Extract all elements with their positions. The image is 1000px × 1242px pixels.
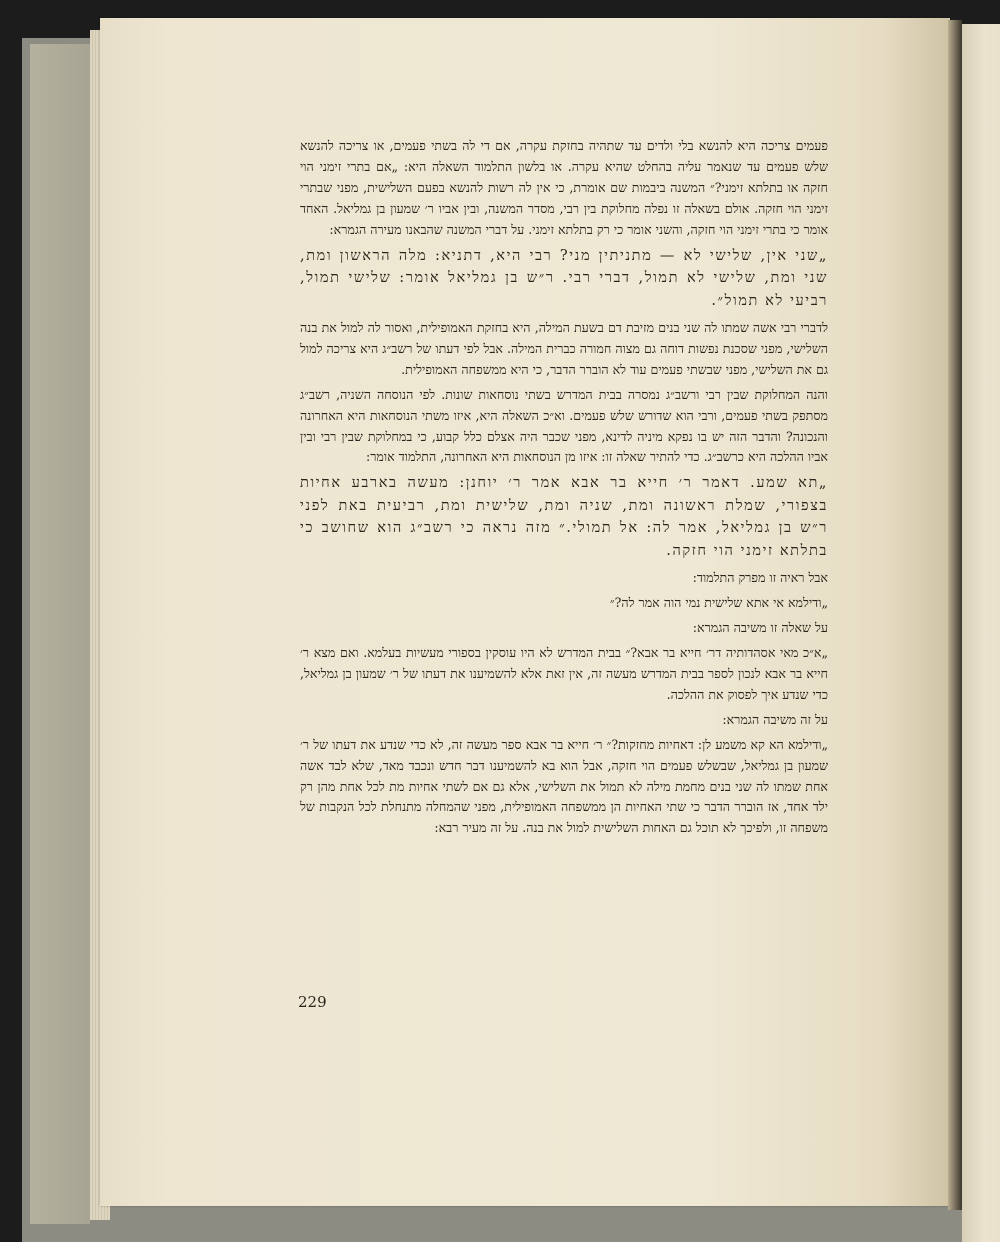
page-text: [300, 136, 828, 843]
quote-question: „ודילמא אי אתא שלישית נמי הוה אמר לה?״: [609, 595, 828, 611]
page-number: 229: [298, 993, 327, 1011]
book-gutter: [948, 20, 962, 1210]
facing-page-edge: [962, 24, 1000, 1242]
paragraph-3: והנה המחלוקת שבין רבי ורשב״ג נמסרה בבית המדרש בשתי נוסחאות שונות. לפי הנוסחה השניה, רשב״ג מסתפק בשתי פעמים, ורבי הוא שדורש שלש פעמים. וא״כ השאלה היא, איזו משתי הנוסחאות היא האחרונה והנכונה? והדבר הזה יש בו נפקא מיניה לדינא, מפני שכבר היה אצלם כלל קבוע, כי במחלוקת שבין רבי ובין אביו ההלכה היא כרשב״ג. כדי להתיר שאלה זו: איזו מן הנוסחאות היא האחרונה, התלמוד אומר:: [300, 386, 828, 465]
paragraph-4: אבל ראיה זו מפרק התלמוד:: [692, 570, 828, 586]
quote-talmud: „תא שמע. דאמר ר׳ חייא בר אבא אמר ר׳ יוחנן: מעשה בארבע אחיות בצפורי, שמלת ראשונה ומת, שניה ומת, שלישית ומת, רביעית באת לפני ר״ש בן גמליאל, אמר לה: אל תמולי.״ מזה נראה כי רשב״ג הוא שחושב כי בתלתא זימני הוי חזקה.: [300, 475, 828, 559]
quote-mishnah: „שני אין, שלישי לא — מתניתין מני? רבי היא, דתניא: מלה הראשון ומת, שני ומת, שלישי לא תמול, דברי רבי. ר״ש בן גמליאל אומר: שלישי תמול, רביעי לא תמול״.: [300, 247, 828, 309]
paragraph-8: „ודילמא הא קא משמע לן: דאחיות מחזקות?״ ר׳ חייא בר אבא ספר מעשה זה, לא כדי שנדע את דעתו של ר׳ שמעון בן גמליאל, שבשלש פעמים הוי חזקה, אבל הוא בא להשמיענו דבר חדש ונכבד מאד, שלא לבד אשה אחת שמתו לה שני בנים מחמת מילה לא תמול את השלישי, אלא גם אם לשתי אחיות מת לכל אחת מהן רק ילד אחד, אז הוברר הדבר כי שתי האחיות הן ממשפחה האמופילית, מפני שהמחלה מתנחלת לכל הנקבות של משפחה זו, ולפיכך לא תוכל גם האחות השלישית למול את בנה. על זה מעיר רבא:: [300, 736, 828, 836]
paragraph-1: פעמים צריכה היא להנשא בלי ולדים עד שתהיה בחזקת עקרה, אם די לה בשתי פעמים, או צריכה להנשא שלש פעמים עד שנאמר עליה בהחלט שהיא עקרה. או בלשון התלמוד השאלה היא: „אם בתרי זימני הוי חזקה או בתלתא זימני?״ המשנה ביבמות שם אומרת, כי אין לה רשות להנשא בפעם השלישית, מפני שבתרי זימני הוי חזקה. אולם בשאלה זו נפלה מחלוקת בין רבי, מסדר המשנה, ובין אביו ר׳ שמעון בן גמליאל. האחד אומר כי בתרי זימני הוי חזקה, והשני אומר כי רק בתלתא זימני. על דברי המשנה שהבאנו מעירה הגמרא:: [300, 138, 828, 237]
paragraph-7: על זה משיבה הגמרא:: [722, 711, 828, 727]
paragraph-2: לדברי רבי אשה שמתו לה שני בנים מזיבת דם בשעת המילה, היא בחזקת האמופילית, ואסור לה למול את בנה השלישי, מפני שסכנת נפשות דוחה גם מצוה חמורה כברית המילה. אבל לפי דעתו של רשב״ג היא צריכה למול גם את השלישי, מפני שבשתי פעמים עוד לא הוברר הדבר, כי היא ממשפחה האמופילית.: [300, 320, 828, 377]
paragraph-5: על שאלה זו משיבה הגמרא:: [692, 620, 828, 636]
paragraph-6: „א״כ מאי אסהדותיה דר׳ חייא בר אבא?״ בבית המדרש לא היו עוסקין בספורי מעשיות בעלמא. ואם מצא ר׳ חייא בר אבא לנכון לספר בבית המדרש מעשה זה, אין זאת אלא להשמיענו את דעתו של ר׳ שמעון בן גמליאל, כדי שנדע איך לפסוק את ההלכה.: [300, 645, 828, 702]
cover-board-edge: [30, 44, 90, 1224]
